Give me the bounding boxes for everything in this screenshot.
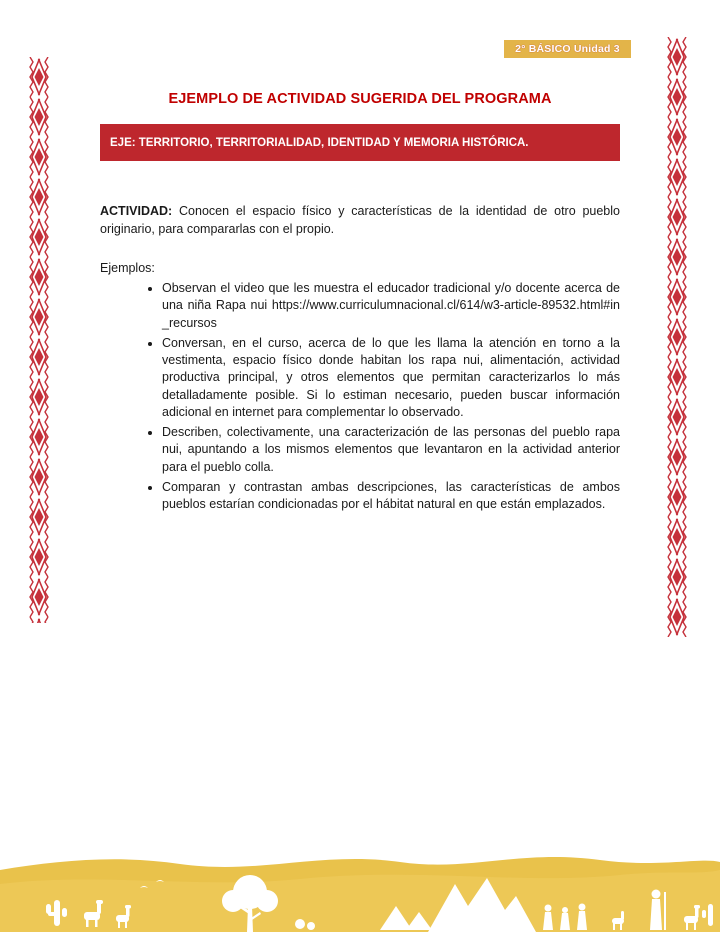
- andean-pattern-border-right-icon: [667, 37, 687, 637]
- list-item: [162, 479, 620, 514]
- andean-pattern-border-left-icon: [29, 57, 49, 623]
- bullet-text: Describen, colectivamente, una caracterización de las personas del pueblo rapa nui, apuntando a los mismos elementos que levantaron en la actividad anterior para el pueblo colla.: [162, 425, 620, 474]
- unit-badge: 2° BÁSICO Unidad 3: [504, 40, 631, 58]
- eje-banner: [100, 124, 620, 161]
- list-item: [162, 335, 620, 421]
- page-title: EJEMPLO DE ACTIVIDAD SUGERIDA DEL PROGRAMA: [168, 91, 552, 107]
- activity-text: Conocen el espacio físico y características de la identidad de otro pueblo originario, para compararlas con el propio.: [100, 204, 620, 236]
- list-item: [162, 280, 620, 332]
- resource-url-link[interactable]: https://www.curriculumnacional.cl/614/w3-article-89532.html#in_recursos: [162, 298, 620, 330]
- activity-paragraph: [100, 203, 620, 239]
- bullet-text: Comparan y contrastan ambas descripciones, las características de ambos pueblos estarían condicionadas por el hábitat natural en que están emplazados.: [162, 479, 620, 511]
- examples-label: Ejemplos:: [100, 261, 155, 275]
- landscape-silhouette-footer-icon: [0, 822, 720, 932]
- activity-label: ACTIVIDAD:: [100, 204, 173, 218]
- list-item: [162, 424, 620, 476]
- eje-banner-label: EJE: TERRITORIO, TERRITORIALIDAD, IDENTIDAD Y MEMORIA HISTÓRICA.: [110, 136, 529, 149]
- bullet-text: Observan el video que les muestra el educador tradicional y/o docente acerca de una niña Rapa nui: [162, 281, 620, 313]
- bullet-text: Conversan, en el curso, acerca de lo que les llama la atención en torno a la vestimenta, espacio físico donde habitan los rapa nui, alimentación, actividad productiva principal, y otros elementos que permitan caracterizarlos lo más detalladamente posible. Si lo estiman necesario, pueden buscar información adicional en internet para complementar lo observado.: [162, 335, 620, 419]
- examples-list: [100, 280, 620, 516]
